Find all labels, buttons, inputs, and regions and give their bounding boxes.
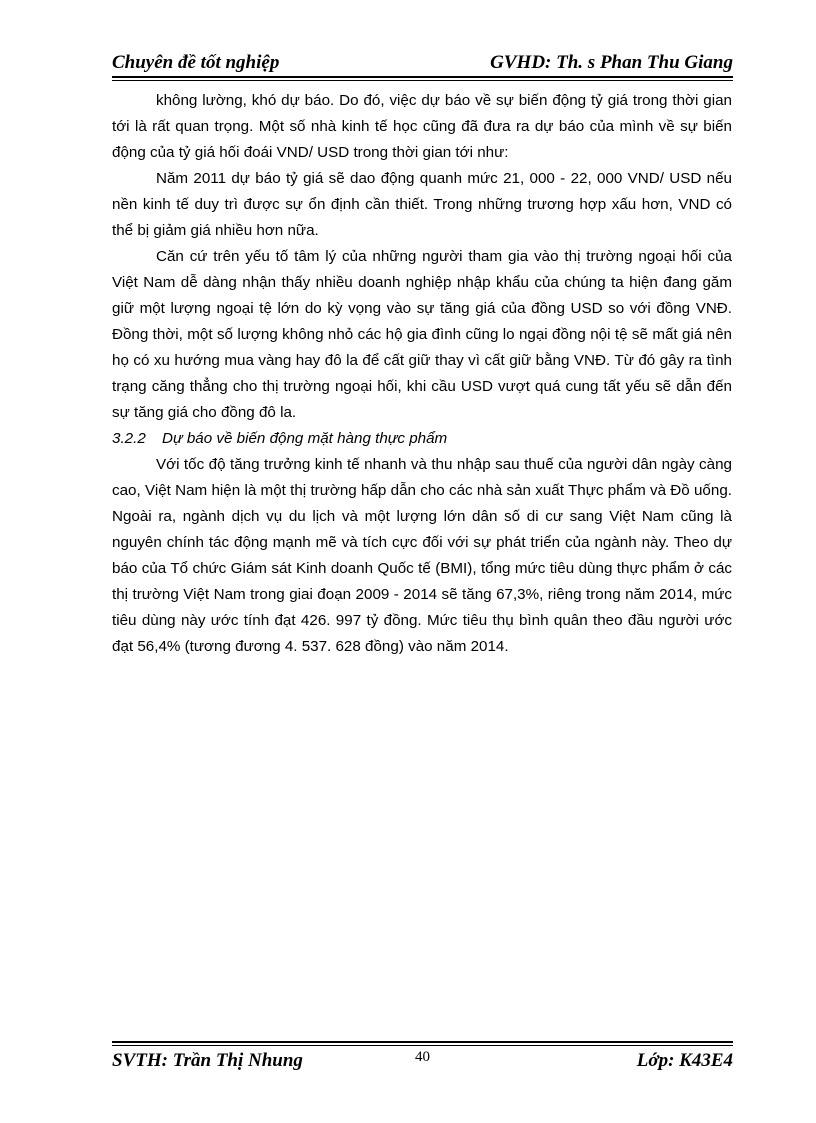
header-supervisor: GVHD: Th. s Phan Thu Giang [490, 52, 733, 73]
header-rule [112, 76, 733, 78]
paragraph-exchange-rate-2011: Năm 2011 dự báo tỷ giá sẽ dao động quanh mức 21, 000 - 22, 000 VND/ USD nếu nền kinh tế duy trì được sự ổn định cần thiết. Trong những trương hợp xấu hơn, VND có thể bị giảm giá nhiều hơn nữa. [112, 170, 732, 239]
footer-rule [112, 1041, 733, 1043]
paragraph-market-psychology: Căn cứ trên yếu tố tâm lý của những người tham gia vào thị trường ngoại hối của Việt Nam dễ dàng nhận thấy nhiều doanh nghiệp nhập khẩu của chúng ta hiện đang găm giữ một lượng ngoại tệ lớn do kỳ vọng vào sự tăng giá của đồng USD so với đồng VNĐ. Đồng thời, một số lượng không nhỏ các hộ gia đình cũng lo ngại đồng nội tệ sẽ mất giá nên họ có xu hướng mua vàng hay đô la để cất giữ thay vì cất giữ bằng VNĐ. Từ đó gây ra tình trạng căng thẳng cho thị trường ngoại hối, khi cầu USD vượt quá cung tất yếu sẽ dẫn đến sự tăng giá cho đồng đô la. [112, 248, 732, 421]
section-title: Dự báo về biến động mặt hàng thực phẩm [162, 430, 448, 447]
footer-class: Lớp: K43E4 [636, 1050, 733, 1071]
section-number: 3.2.2 [112, 430, 146, 447]
header-document-type: Chuyên đề tốt nghiệp [112, 52, 280, 73]
page-body [112, 88, 732, 660]
paragraph-food-market: Với tốc độ tăng trưởng kinh tế nhanh và thu nhập sau thuế của người dân ngày càng cao, Việt Nam hiện là một thị trường hấp dẫn cho các nhà sản xuất Thực phẩm và Đồ uống. Ngoài ra, ngành dịch vụ du lịch và một lượng lớn dân số di cư sang Việt Nam cũng là nguyên chính tác động mạnh mẽ và tích cực đối với sự phát triển của ngành này. Theo dự báo của Tổ chức Giám sát Kinh doanh Quốc tế (BMI), tổng mức tiêu dùng thực phẩm ở các thị trường Việt Nam trong giai đoạn 2009 - 2014 sẽ tăng 67,3%, riêng trong năm 2014, mức tiêu dùng này ước tính đạt 426. 997 tỷ đồng. Mức tiêu thụ bình quân theo đầu người ước đạt 56,4% (tương đương 4. 537. 628 đồng) vào năm 2014. [112, 456, 732, 655]
page-number: 40 [415, 1049, 430, 1065]
header-rule-thin [112, 80, 733, 81]
page-header [112, 50, 733, 76]
paragraph-forecast-intro: không lường, khó dự báo. Do đó, việc dự báo về sự biến động tỷ giá trong thời gian tới là rất quan trọng. Một số nhà kinh tế học cũng đã đưa ra dự báo của mình về sự biến động của tỷ giá hối đoái VND/ USD trong thời gian tới như: [112, 92, 732, 161]
footer-student: SVTH: Trần Thị Nhung [112, 1050, 303, 1071]
section-heading [112, 426, 732, 452]
